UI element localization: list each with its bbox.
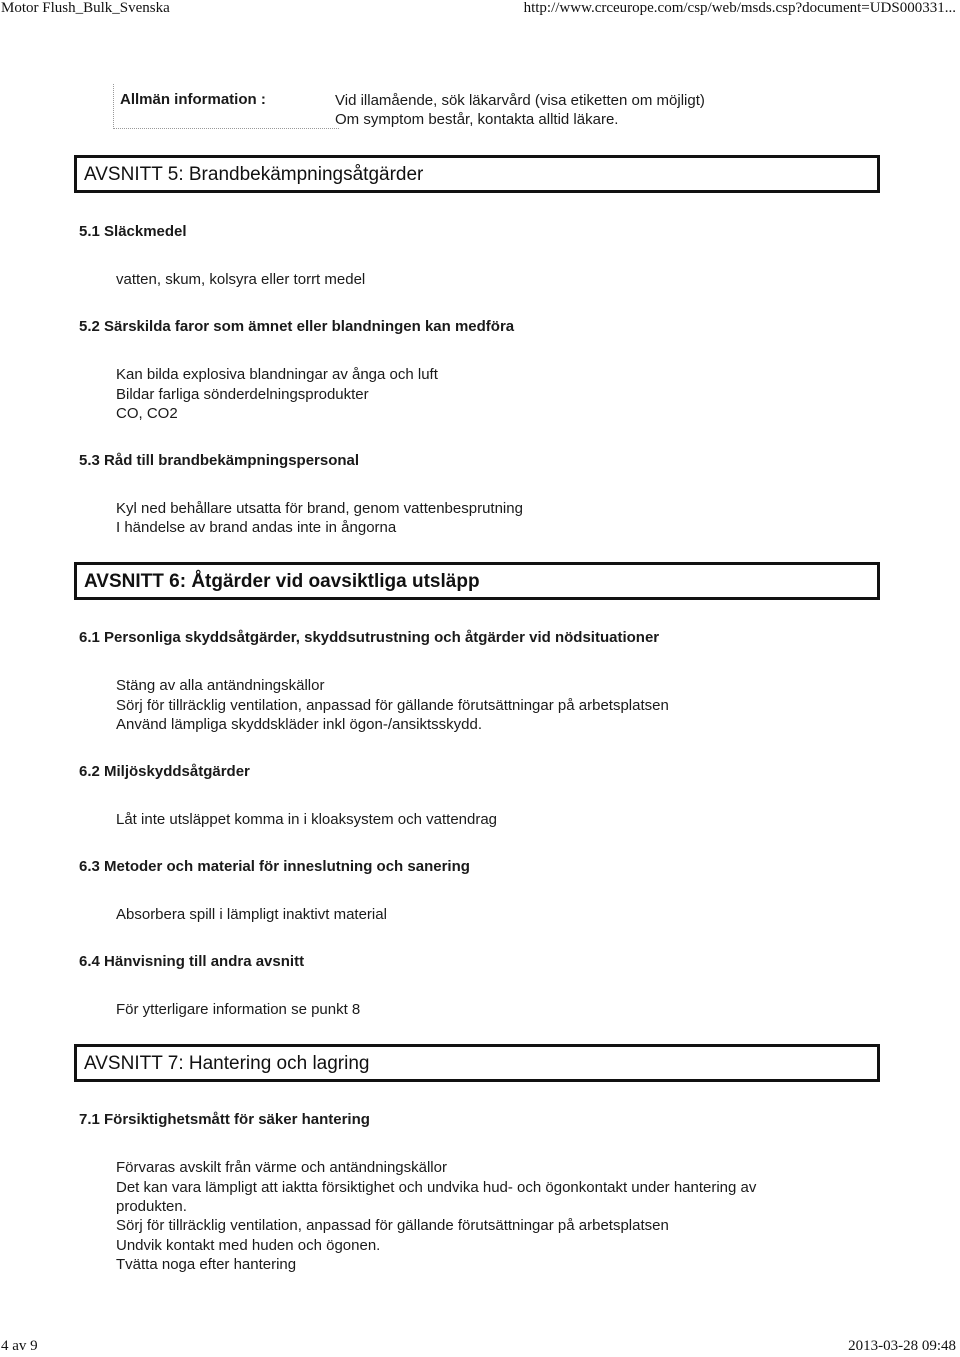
subsection-6-1-line: Använd lämpliga skyddskläder inkl ögon-/ansiktsskydd. [116, 716, 483, 733]
subsection-5-1-heading: 5.1 Släckmedel [79, 223, 187, 240]
subsection-5-1-line: vatten, skum, kolsyra eller torrt medel [116, 271, 366, 288]
subsection-6-1-line: Stäng av alla antändningskällor [116, 677, 325, 694]
subsection-6-2-line: Låt inte utsläppet komma in i kloaksystem och vattendrag [116, 811, 498, 828]
subsection-5-2-line: Bildar farliga sönderdelningsprodukter [116, 386, 369, 403]
subsection-6-4-line: För ytterligare information se punkt 8 [116, 1001, 361, 1018]
print-timestamp: 2013-03-28 09:48 [848, 1338, 956, 1354]
subsection-6-1-heading: 6.1 Personliga skyddsåtgärder, skyddsutrustning och åtgärder vid nödsituationer [79, 629, 660, 646]
general-info-label: Allmän information : [120, 91, 266, 108]
subsection-7-1-line: Tvätta noga efter hantering [116, 1256, 297, 1273]
subsection-7-1-heading: 7.1 Försiktighetsmått för säker hantering [79, 1111, 370, 1128]
subsection-5-3-heading: 5.3 Råd till brandbekämpningspersonal [79, 452, 360, 469]
subsection-7-1-line: Undvik kontakt med huden och ögonen. [116, 1237, 381, 1254]
subsection-6-3-line: Absorbera spill i lämpligt inaktivt material [116, 906, 387, 923]
general-info-line: Vid illamående, sök läkarvård (visa etiketten om möjligt) [335, 92, 705, 109]
subsection-7-1-line: Sörj för tillräcklig ventilation, anpassad för gällande förutsättningar på arbetsplatsen [116, 1217, 669, 1234]
section-7-title: AVSNITT 7: Hantering och lagring [74, 1044, 880, 1082]
subsection-6-3-heading: 6.3 Metoder och material för inneslutning och sanering [79, 858, 470, 875]
subsection-6-4-heading: 6.4 Hänvisning till andra avsnitt [79, 953, 305, 970]
subsection-7-1-line: Förvaras avskilt från värme och antändningskällor [116, 1159, 447, 1176]
subsection-5-3-line: Kyl ned behållare utsatta för brand, genom vattenbesprutning [116, 500, 523, 517]
subsection-7-1-line: produkten. [116, 1198, 187, 1215]
subsection-5-2-line: CO, CO2 [116, 405, 178, 422]
subsection-6-2-heading: 6.2 Miljöskyddsåtgärder [79, 763, 250, 780]
page-number: 4 av 9 [1, 1338, 38, 1354]
subsection-7-1-line: Det kan vara lämpligt att iaktta försiktighet och undvika hud- och ögonkontakt under hantering av [116, 1179, 757, 1196]
subsection-5-3-line: I händelse av brand andas inte in ångorna [116, 519, 397, 536]
subsection-5-2-line: Kan bilda explosiva blandningar av ånga och luft [116, 366, 438, 383]
subsection-6-1-line: Sörj för tillräcklig ventilation, anpassad för gällande förutsättningar på arbetsplatsen [116, 697, 669, 714]
document-url: http://www.crceurope.com/csp/web/msds.csp?document=UDS000331... [523, 0, 956, 16]
section-6-title: AVSNITT 6: Åtgärder vid oavsiktliga utsläpp [74, 562, 880, 600]
general-info-line: Om symptom består, kontakta alltid läkare. [335, 111, 619, 128]
section-5-title: AVSNITT 5: Brandbekämpningsåtgärder [74, 155, 880, 193]
subsection-5-2-heading: 5.2 Särskilda faror som ämnet eller blandningen kan medföra [79, 318, 515, 335]
document-title: Motor Flush_Bulk_Svenska [1, 0, 170, 16]
